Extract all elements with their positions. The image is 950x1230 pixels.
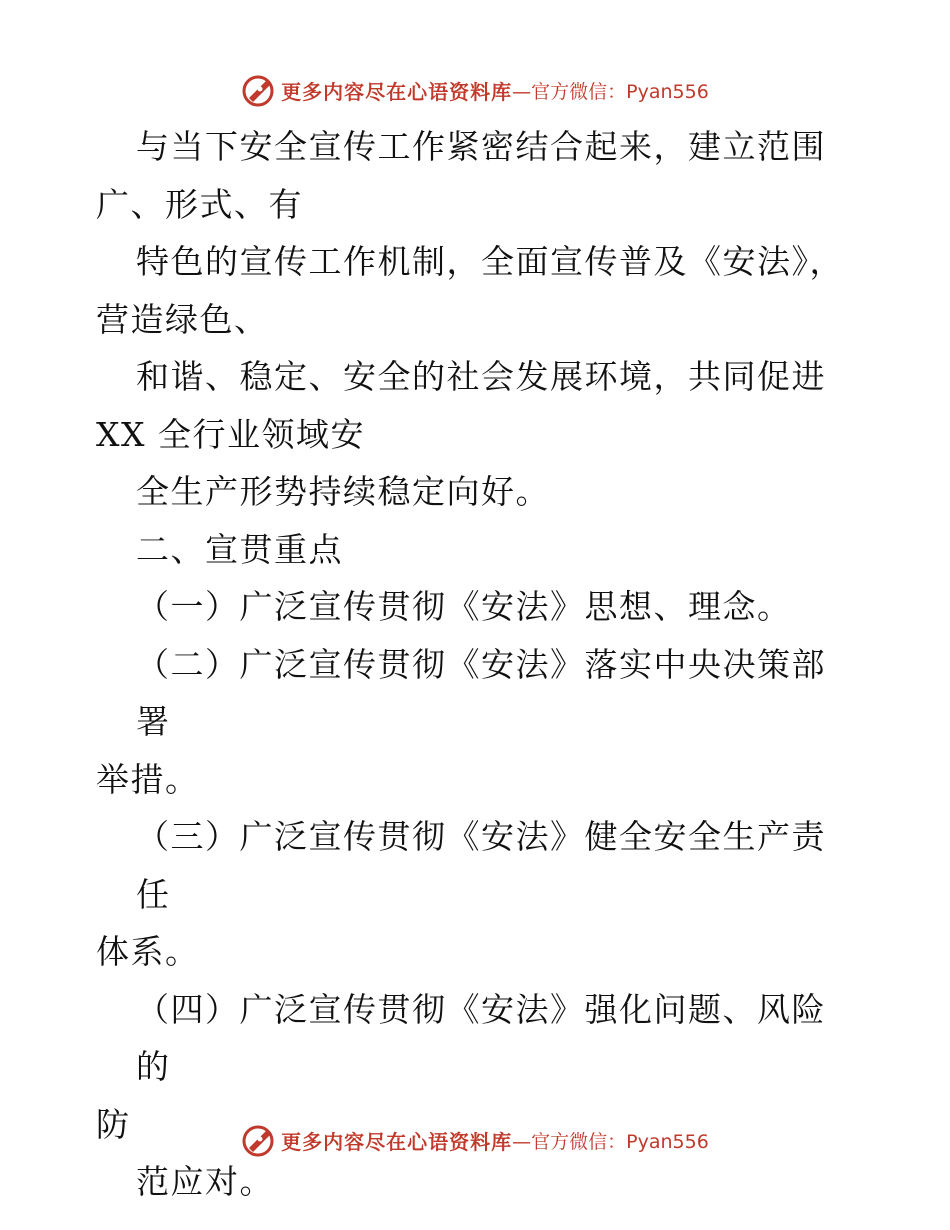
- body-line: XX 全行业领域安: [96, 414, 365, 454]
- footer-wechat-text: —官方微信：Pyan556: [512, 1130, 709, 1153]
- body-line: 和谐、稳定、安全的社会发展环境，共同促进: [136, 357, 826, 396]
- list-item: （二）广泛宣传贯彻《安法》落实中央决策部署: [136, 644, 826, 741]
- pen-nib-circle-icon: [241, 1122, 277, 1158]
- body-line: 全生产形势持续稳定向好。: [136, 472, 550, 511]
- body-line: 广、形式、有: [96, 184, 303, 224]
- body-line: 举措。: [96, 759, 200, 799]
- body-line: 体系。: [96, 932, 200, 971]
- body-line: 营造绿色、: [96, 299, 269, 339]
- list-item: （一）广泛宣传贯彻《安法》思想、理念。: [136, 587, 792, 626]
- footer-banner: [0, 1120, 950, 1160]
- header-site-text: 更多内容尽在心语资料库: [281, 79, 513, 104]
- list-item: （四）广泛宣传贯彻《安法》强化问题、风险的: [136, 989, 826, 1086]
- body-line: 防: [96, 1104, 131, 1144]
- pen-nib-circle-icon: [241, 72, 277, 108]
- header-wechat-text: —官方微信：Pyan556: [512, 80, 709, 103]
- list-item: （三）广泛宣传贯彻《安法》健全安全生产责任: [136, 817, 826, 914]
- section-heading: 二、宣贯重点: [136, 529, 343, 569]
- body-line: 与当下安全宣传工作紧密结合起来，建立范围: [136, 127, 826, 166]
- header-banner: [0, 70, 950, 110]
- body-line: 范应对。: [136, 1162, 274, 1201]
- footer-site-text: 更多内容尽在心语资料库: [281, 1129, 513, 1154]
- document-body: [96, 118, 856, 1211]
- body-line: 特色的宣传工作机制，全面宣传普及《安法》，: [136, 242, 844, 281]
